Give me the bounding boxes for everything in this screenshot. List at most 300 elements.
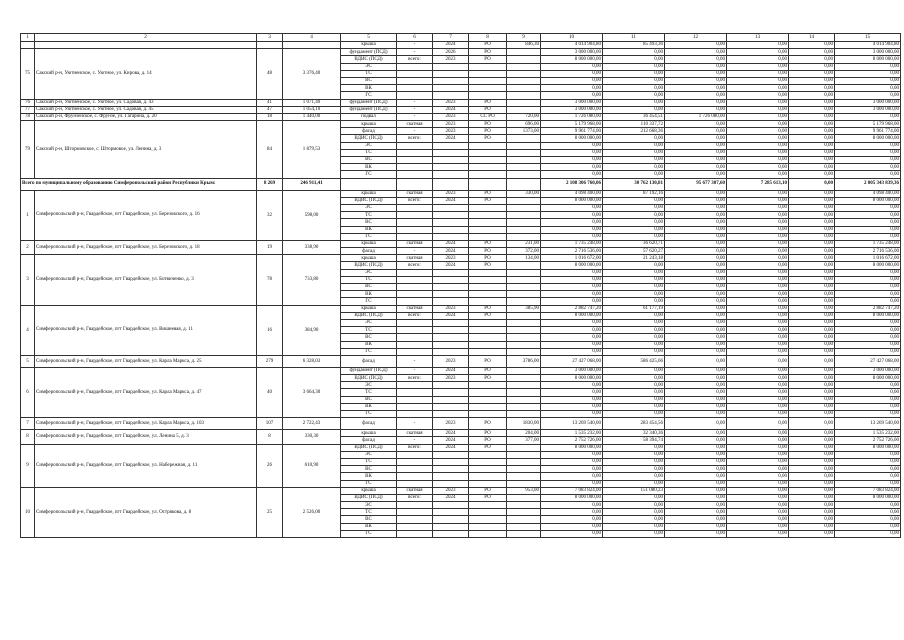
volume-cell — [507, 367, 541, 374]
flats-count-cell: 84 — [257, 121, 283, 179]
empty-cell — [341, 178, 397, 190]
work-type-cell: ВДИС (ПСД) — [341, 312, 397, 319]
cost-cell: 0,00 — [541, 157, 603, 164]
subtype-cell — [397, 382, 433, 389]
volume-cell — [507, 451, 541, 458]
funds-cell: 0,00 — [665, 458, 727, 465]
funds-cell: 0,00 — [727, 85, 789, 92]
volume-cell: 846,30 — [507, 42, 541, 49]
cost-cell: 0,00 — [541, 284, 603, 291]
funds-cell: 0,00 — [727, 382, 789, 389]
year-cell — [433, 411, 469, 418]
year-cell — [433, 63, 469, 70]
funds-cell: 0,00 — [727, 458, 789, 465]
funds-cell: 8 000 000,00 — [835, 135, 901, 142]
address-cell: Сакский р-н, Уютненское, с. Уютное, ул. Садовая, д. 45 — [35, 106, 257, 113]
funds-cell: 0,00 — [789, 530, 835, 537]
cost-cell: 0,00 — [541, 171, 603, 178]
cost-sk-cell: 0,00 — [603, 319, 665, 326]
column-number-cell: 8 — [469, 34, 507, 42]
address-cell: Симферопольский р-н, Гвардейское, пгт Гвардейское, ул. Ленина 5, д. 3 — [35, 430, 257, 444]
subtype-cell — [397, 451, 433, 458]
funds-cell: 0,00 — [789, 99, 835, 106]
work-type-cell: фундамент (ПСД) — [341, 49, 397, 56]
source-cell — [469, 219, 507, 226]
flats-count-cell: 41 — [257, 99, 283, 106]
cost-sk-cell: 0,00 — [603, 269, 665, 276]
funds-cell: 0,00 — [665, 63, 727, 70]
cost-cell: 0,00 — [541, 382, 603, 389]
year-cell — [433, 291, 469, 298]
cost-cell: 0,00 — [541, 348, 603, 355]
year-cell: 2024 — [433, 312, 469, 319]
total-area-cell: 246 911,41 — [283, 178, 341, 190]
row-number-cell: 2 — [21, 240, 35, 254]
year-cell — [433, 171, 469, 178]
source-cell: РО — [469, 255, 507, 262]
subtype-cell — [397, 523, 433, 530]
funds-cell: 0,00 — [727, 291, 789, 298]
work-type-cell: ВК — [341, 164, 397, 171]
volume-cell: 204,00 — [507, 430, 541, 437]
source-cell: РО — [469, 305, 507, 312]
cost-cell: 8 000 000,00 — [541, 135, 603, 142]
cost-cell: 8 000 000,00 — [541, 197, 603, 204]
row-number-cell: 3 — [21, 255, 35, 305]
year-cell — [433, 382, 469, 389]
funds-cell: 0,00 — [727, 389, 789, 396]
source-cell — [469, 204, 507, 211]
cost-sk-cell: 57 620,27 — [603, 248, 665, 255]
year-cell: 2024 — [433, 367, 469, 374]
funds-cell: 0,00 — [727, 418, 789, 430]
cost-sk-cell: 0,00 — [603, 411, 665, 418]
year-cell: 2026 — [433, 49, 469, 56]
area-cell: 1 054,10 — [283, 106, 341, 113]
funds-cell: 0,00 — [665, 197, 727, 204]
volume-cell — [507, 530, 541, 537]
row-number-cell: 1 — [21, 190, 35, 240]
subtype-cell — [397, 502, 433, 509]
subtype-cell — [397, 164, 433, 171]
address-cell: Сакский р-н, Фрунзенское, с. Фрунзе, ул. Гагарина, д. 20 — [35, 113, 257, 120]
subtype-cell: всего: — [397, 262, 433, 269]
funds-cell: 0,00 — [665, 164, 727, 171]
funds-cell: 0,00 — [789, 444, 835, 451]
funds-cell: 0,00 — [727, 375, 789, 382]
work-type-cell: ГС — [341, 298, 397, 305]
funds-cell: 0,00 — [789, 197, 835, 204]
source-cell: РО — [469, 190, 507, 197]
cost-cell: 1 535 232,00 — [541, 430, 603, 437]
cost-sk-cell: 0,00 — [603, 262, 665, 269]
funds-cell: 0,00 — [835, 219, 901, 226]
work-type-cell: ВК — [341, 473, 397, 480]
work-type-cell: крыша — [341, 240, 397, 247]
volume-cell — [507, 63, 541, 70]
funds-cell: 0,00 — [835, 334, 901, 341]
year-cell — [433, 157, 469, 164]
cost-cell: 0,00 — [541, 63, 603, 70]
year-cell — [433, 149, 469, 156]
table-row — [21, 487, 901, 494]
source-cell — [469, 523, 507, 530]
address-cell: Симферопольский р-н, Гвардейское, пгт Гвардейское, ул. Карла Маркса, д. 47 — [35, 367, 257, 417]
cost-sk-cell: 0,00 — [603, 70, 665, 77]
cost-cell: 0,00 — [541, 327, 603, 334]
table-row — [21, 106, 901, 113]
volume-cell — [507, 389, 541, 396]
work-type-cell: фундамент (ПСД) — [341, 106, 397, 113]
funds-cell: 0,00 — [835, 516, 901, 523]
funds-cell: 0,00 — [665, 276, 727, 283]
area-cell: 598,00 — [283, 190, 341, 240]
cost-sk-cell: 0,00 — [603, 348, 665, 355]
subtype-cell — [397, 276, 433, 283]
funds-cell: 0,00 — [665, 437, 727, 444]
funds-cell: 0,00 — [665, 226, 727, 233]
address-cell: Симферопольский р-н, Гвардейское, пгт Гвардейское, ул. Карла Маркса, д. 103 — [35, 418, 257, 430]
funds-cell: 8 000 000,00 — [835, 262, 901, 269]
year-cell — [433, 164, 469, 171]
year-cell: 2024 — [433, 444, 469, 451]
funds-cell: 0,00 — [665, 49, 727, 56]
work-type-cell: ЭС — [341, 319, 397, 326]
cost-sk-cell: 0,00 — [603, 509, 665, 516]
subtype-cell — [397, 334, 433, 341]
year-cell — [433, 502, 469, 509]
funds-cell: 0,00 — [727, 113, 789, 120]
capital-repair-table — [20, 33, 901, 538]
table-row — [21, 430, 901, 437]
address-cell: Симферопольский р-н, Гвардейское, пгт Гвардейское, ул. Набережная, д. 11 — [35, 444, 257, 487]
cost-sk-cell: 151 080,23 — [603, 487, 665, 494]
funds-cell: 0,00 — [665, 341, 727, 348]
year-cell — [433, 348, 469, 355]
work-type-cell: ВДИС (ПСД) — [341, 494, 397, 501]
volume-cell: 3786,00 — [507, 355, 541, 367]
funds-cell: 0,00 — [727, 248, 789, 255]
source-cell — [469, 502, 507, 509]
cost-cell: 0,00 — [541, 226, 603, 233]
work-type-cell: ВК — [341, 341, 397, 348]
source-cell — [469, 473, 507, 480]
work-type-cell: фасад — [341, 437, 397, 444]
funds-cell: 0,00 — [727, 312, 789, 319]
funds-cell: 0,00 — [789, 284, 835, 291]
cost-cell: 8 000 000,00 — [541, 375, 603, 382]
funds-cell: 0,00 — [789, 262, 835, 269]
source-cell: РО — [469, 367, 507, 374]
cost-sk-cell: 0,00 — [603, 92, 665, 99]
funds-cell: 0,00 — [727, 70, 789, 77]
work-type-cell: ГС — [341, 530, 397, 537]
area-cell: 330,30 — [283, 430, 341, 444]
subtype-cell — [397, 389, 433, 396]
subtype-cell — [397, 348, 433, 355]
volume-cell — [507, 348, 541, 355]
funds-cell: 0,00 — [789, 128, 835, 135]
table-row — [21, 367, 901, 374]
year-cell — [433, 233, 469, 240]
cost-cell: 0,00 — [541, 516, 603, 523]
volume-cell: 1373,00 — [507, 128, 541, 135]
cost-cell: 0,00 — [541, 233, 603, 240]
cost-sk-cell: 0,00 — [603, 375, 665, 382]
flats-count-cell: 47 — [257, 106, 283, 113]
funds-cell: 1 016 672,00 — [835, 255, 901, 262]
funds-cell: 0,00 — [665, 92, 727, 99]
cost-cell: 0,00 — [541, 389, 603, 396]
volume-cell — [507, 444, 541, 451]
work-type-cell: ТС — [341, 389, 397, 396]
subtype-cell: скатная — [397, 430, 433, 437]
year-cell: 2023 — [433, 375, 469, 382]
funds-cell: 0,00 — [727, 341, 789, 348]
subtype-cell — [397, 298, 433, 305]
cost-cell: 3 000 000,00 — [541, 99, 603, 106]
work-type-cell: ЭС — [341, 204, 397, 211]
funds-cell: 0,00 — [665, 355, 727, 367]
year-cell: 2024 — [433, 248, 469, 255]
cost-cell: 0,00 — [541, 396, 603, 403]
funds-cell: 0,00 — [789, 348, 835, 355]
funds-cell: 0,00 — [665, 70, 727, 77]
volume-cell — [507, 284, 541, 291]
year-cell: 2024 — [433, 135, 469, 142]
funds-cell: 0,00 — [727, 480, 789, 487]
subtype-cell: скатная — [397, 240, 433, 247]
funds-cell: 0,00 — [727, 56, 789, 63]
subtype-cell — [397, 458, 433, 465]
cost-sk-cell: 0,00 — [603, 451, 665, 458]
funds-cell: 0,00 — [727, 298, 789, 305]
subtype-cell: - — [397, 128, 433, 135]
volume-cell — [507, 466, 541, 473]
volume-cell — [507, 49, 541, 56]
table-row — [21, 305, 901, 312]
column-number-cell: 3 — [257, 34, 283, 42]
subtype-cell: скатная — [397, 255, 433, 262]
funds-cell: 0,00 — [789, 121, 835, 128]
funds-cell: 0,00 — [665, 466, 727, 473]
source-cell: РО — [469, 99, 507, 106]
year-cell: 2023 — [433, 99, 469, 106]
work-type-cell: ВС — [341, 157, 397, 164]
cost-sk-cell: 0,00 — [603, 382, 665, 389]
volume-cell — [507, 480, 541, 487]
subtype-cell: всего: — [397, 197, 433, 204]
cost-sk-cell: 0,00 — [603, 233, 665, 240]
funds-cell: 0,00 — [789, 157, 835, 164]
funds-cell: 0,00 — [789, 473, 835, 480]
cost-cell: 8 000 000,00 — [541, 494, 603, 501]
funds-cell: 0,00 — [835, 523, 901, 530]
address-cell: Симферопольский р-н, Гвардейское, пгт Гвардейское, ул. Березовского, д. 18 — [35, 240, 257, 254]
year-cell — [433, 219, 469, 226]
subtype-cell: всего: — [397, 375, 433, 382]
funds-cell: 0,00 — [665, 85, 727, 92]
cost-sk-cell: 0,00 — [603, 298, 665, 305]
funds-cell: 0,00 — [835, 269, 901, 276]
flats-count-cell: 19 — [257, 240, 283, 254]
funds-cell: 0,00 — [835, 212, 901, 219]
funds-cell: 0,00 — [665, 298, 727, 305]
funds-cell: 0,00 — [789, 396, 835, 403]
cost-sk-cell: 0,00 — [603, 77, 665, 84]
cost-cell: 2 752 726,00 — [541, 437, 603, 444]
funds-cell: 2 882 747,20 — [835, 305, 901, 312]
funds-cell: 0,00 — [789, 334, 835, 341]
cost-sk-cell: 0,00 — [603, 106, 665, 113]
funds-cell: 0,00 — [665, 319, 727, 326]
area-cell: 610,90 — [283, 444, 341, 487]
work-type-cell: ЭС — [341, 451, 397, 458]
year-cell — [433, 516, 469, 523]
cost-cell: 4 098 400,00 — [541, 190, 603, 197]
row-number-cell: 78 — [21, 113, 35, 120]
funds-cell: 0,00 — [727, 106, 789, 113]
subtype-cell: - — [397, 367, 433, 374]
total-label-cell: Всего по муниципальному образованию Симферопольский район Республики Крым: — [21, 178, 257, 190]
source-cell: РО — [469, 240, 507, 247]
funds-cell: 0,00 — [789, 248, 835, 255]
source-cell — [469, 63, 507, 70]
subtype-cell — [397, 341, 433, 348]
year-cell: 2023 — [433, 305, 469, 312]
volume-cell — [507, 99, 541, 106]
volume-cell — [507, 458, 541, 465]
work-type-cell: фундамент (ПСД) — [341, 99, 397, 106]
column-number-cell: 15 — [835, 34, 901, 42]
funds-cell: 9 961 774,00 — [835, 128, 901, 135]
cost-cell: 13 269 540,00 — [541, 418, 603, 430]
funds-cell: 0,00 — [727, 319, 789, 326]
source-cell — [469, 382, 507, 389]
funds-cell: 0,00 — [665, 389, 727, 396]
subtype-cell — [397, 473, 433, 480]
table-row — [21, 49, 901, 56]
work-type-cell: ТС — [341, 509, 397, 516]
subtype-cell — [397, 233, 433, 240]
work-type-cell: ВС — [341, 334, 397, 341]
funds-cell: 0,00 — [665, 523, 727, 530]
funds-cell: 0,00 — [835, 164, 901, 171]
work-type-cell: ТС — [341, 149, 397, 156]
funds-cell: 0,00 — [789, 142, 835, 149]
source-cell: РО — [469, 375, 507, 382]
funds-cell: 0,00 — [789, 190, 835, 197]
year-cell — [433, 451, 469, 458]
funds-cell: 0,00 — [727, 396, 789, 403]
funds-cell: 0,00 — [789, 63, 835, 70]
funds-cell: 0,00 — [789, 516, 835, 523]
funds-cell: 0,00 — [789, 305, 835, 312]
funds-cell: 27 427 068,00 — [835, 355, 901, 367]
volume-cell: 720,00 — [507, 113, 541, 120]
funds-cell: 7 083 824,00 — [835, 487, 901, 494]
funds-cell: 0,00 — [835, 480, 901, 487]
funds-cell: 0,00 — [665, 312, 727, 319]
cost-sk-cell: 0,00 — [603, 502, 665, 509]
funds-cell: 0,00 — [665, 430, 727, 437]
funds-cell: 0,00 — [665, 171, 727, 178]
funds-cell: 0,00 — [789, 494, 835, 501]
funds-cell: 0,00 — [727, 530, 789, 537]
funds-cell: 0,00 — [789, 291, 835, 298]
source-cell — [469, 85, 507, 92]
source-cell — [469, 269, 507, 276]
funds-cell: 0,00 — [835, 113, 901, 120]
source-cell — [469, 327, 507, 334]
cost-sk-cell: 0,00 — [603, 466, 665, 473]
cost-cell: 8 000 000,00 — [541, 262, 603, 269]
subtype-cell — [397, 327, 433, 334]
funds-cell: 0,00 — [665, 348, 727, 355]
cost-sk-cell: 0,00 — [603, 480, 665, 487]
volume-cell — [507, 327, 541, 334]
funds-cell: 0,00 — [727, 494, 789, 501]
funds-cell: 0,00 — [727, 149, 789, 156]
volume-cell — [507, 473, 541, 480]
work-type-cell: ВС — [341, 284, 397, 291]
source-cell — [469, 92, 507, 99]
work-type-cell: ВС — [341, 77, 397, 84]
source-cell: РО — [469, 197, 507, 204]
flats-count-cell: 18 — [257, 113, 283, 120]
area-cell: 2 722,43 — [283, 418, 341, 430]
source-cell: РО — [469, 487, 507, 494]
cost-sk-cell: 0,00 — [603, 516, 665, 523]
funds-cell: 0,00 — [789, 226, 835, 233]
flats-count-cell: 25 — [257, 487, 283, 537]
funds-cell: 0,00 — [665, 334, 727, 341]
cost-cell: 0,00 — [541, 142, 603, 149]
funds-cell: 0,00 — [727, 516, 789, 523]
flats-count-cell: 8 — [257, 430, 283, 444]
work-type-cell: ТС — [341, 458, 397, 465]
subtype-cell — [397, 509, 433, 516]
funds-cell: 0,00 — [789, 164, 835, 171]
column-number-cell: 1 — [21, 34, 35, 42]
subtype-cell: скатная — [397, 190, 433, 197]
cost-cell: 9 961 774,00 — [541, 128, 603, 135]
funds-cell: 0,00 — [789, 171, 835, 178]
funds-cell: 0,00 — [835, 509, 901, 516]
volume-cell — [507, 516, 541, 523]
source-cell: РО — [469, 128, 507, 135]
funds-cell: 0,00 — [665, 480, 727, 487]
funds-cell: 0,00 — [665, 56, 727, 63]
source-cell: РО — [469, 262, 507, 269]
subtype-cell: скатная — [397, 121, 433, 128]
source-cell — [469, 348, 507, 355]
work-type-cell: ВК — [341, 291, 397, 298]
funds-cell: 0,00 — [727, 99, 789, 106]
funds-cell: 0,00 — [835, 451, 901, 458]
source-cell — [469, 451, 507, 458]
funds-cell: 0,00 — [835, 171, 901, 178]
funds-cell: 1 726 080,00 — [665, 113, 727, 120]
funds-cell: 0,00 — [789, 523, 835, 530]
funds-cell: 0,00 — [789, 276, 835, 283]
funds-cell: 0,00 — [665, 212, 727, 219]
funds-cell: 0,00 — [665, 255, 727, 262]
table-row — [21, 240, 901, 247]
table-row — [21, 444, 901, 451]
funds-cell: 0,00 — [665, 396, 727, 403]
funds-cell: 0,00 — [789, 437, 835, 444]
